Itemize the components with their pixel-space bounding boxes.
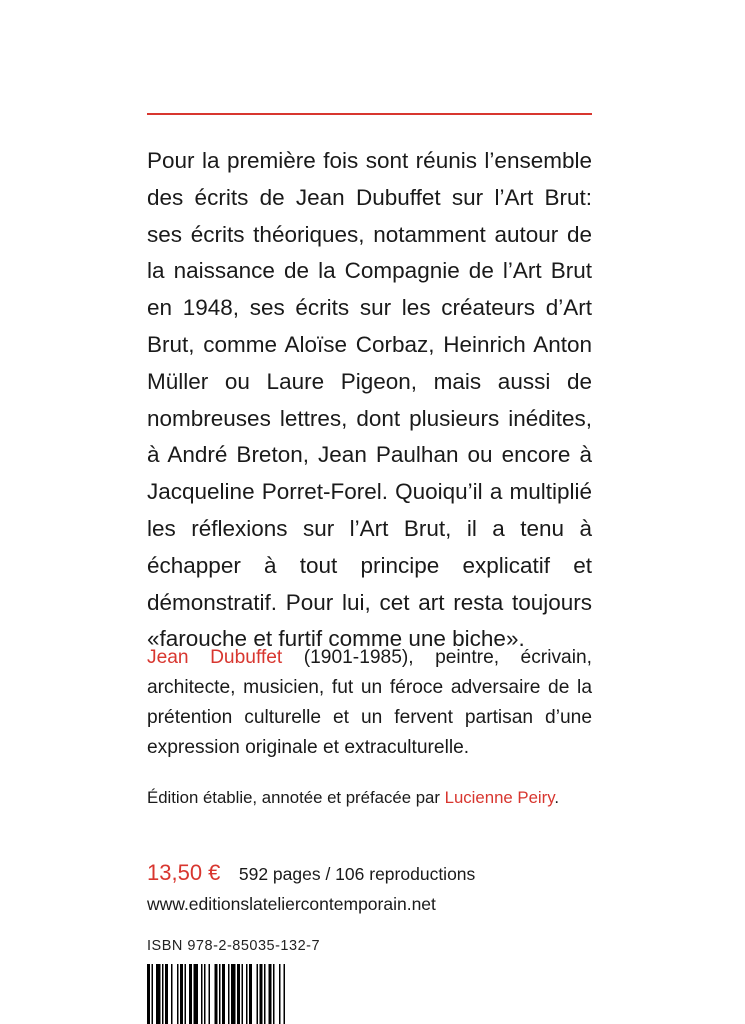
barcode-bar [249,964,252,1024]
barcode-bar [273,964,275,1024]
barcode-bar [152,964,154,1024]
price: 13,50 € [147,860,221,885]
barcode-bar [257,964,259,1024]
isbn: ISBN 978-2-85035-132-7 [147,938,321,954]
barcode-bar [237,964,240,1024]
barcode-bar [279,964,281,1024]
author-bio [147,643,592,763]
barcode-bar [147,964,150,1024]
barcode-bar [171,964,173,1024]
author-bio-text: (1901-1985), peintre, écrivain, architecte, musicien, fut un féroce adversaire de la prétention culturelle et un fervent partisan d’une expression originale et extraculturelle. [147,647,592,758]
barcode-bar [222,964,225,1024]
barcode-bar [284,964,286,1024]
barcode-bar [165,964,168,1024]
barcode-bar [194,964,199,1024]
barcode-bar [231,964,236,1024]
barcode-bar [189,964,192,1024]
barcode-bar [204,964,206,1024]
barcode-bar [269,964,272,1024]
top-red-rule [147,113,592,115]
edition-prefix: Édition établie, annotée et préfacée par [147,788,445,807]
barcode-bar [209,964,211,1024]
description-paragraph: Pour la première fois sont réunis l’ensemble des écrits de Jean Dubuffet sur l’Art Brut: ses écrits théoriques, notamment autour de la naissance de la Compagnie de l’Art Brut en 1948, ses écrits sur les créateurs d’Art Brut, comme Aloïse Corbaz, Heinrich Anton Müller ou Laure Pigeon, mais aussi de nombreuses lettres, dont plusieurs inédites, à André Breton, Jean Paulhan ou encore à Jacqueline Porret-Forel. Quoiqu’il a multiplié les réflexions sur l’Art Brut, il a tenu à échapper à tout principe explicatif et démonstratif. Pour lui, cet art resta toujours «farouche et furtif comme une biche». [147,148,592,652]
barcode-bar [215,964,218,1024]
barcode [147,964,329,1024]
barcode-bar [162,964,164,1024]
publisher-website: www.editionslateliercontemporain.net [147,894,436,914]
price-line [147,860,475,886]
barcode-bar [185,964,187,1024]
barcode-bar [228,964,230,1024]
barcode-bar [180,964,183,1024]
edition-credit [147,786,607,810]
barcode-bar [242,964,244,1024]
barcode-bar [156,964,161,1024]
barcode-bar [264,964,266,1024]
pages-info: 592 pages / 106 reproductions [238,864,476,884]
barcode-bar [246,964,248,1024]
barcode-bar [260,964,263,1024]
barcode-bar [177,964,179,1024]
edition-suffix: . [554,788,560,807]
editor-name: Lucienne Peiry [444,788,555,807]
author-name: Jean Dubuffet [147,647,283,668]
barcode-bar [219,964,221,1024]
barcode-bar [201,964,203,1024]
